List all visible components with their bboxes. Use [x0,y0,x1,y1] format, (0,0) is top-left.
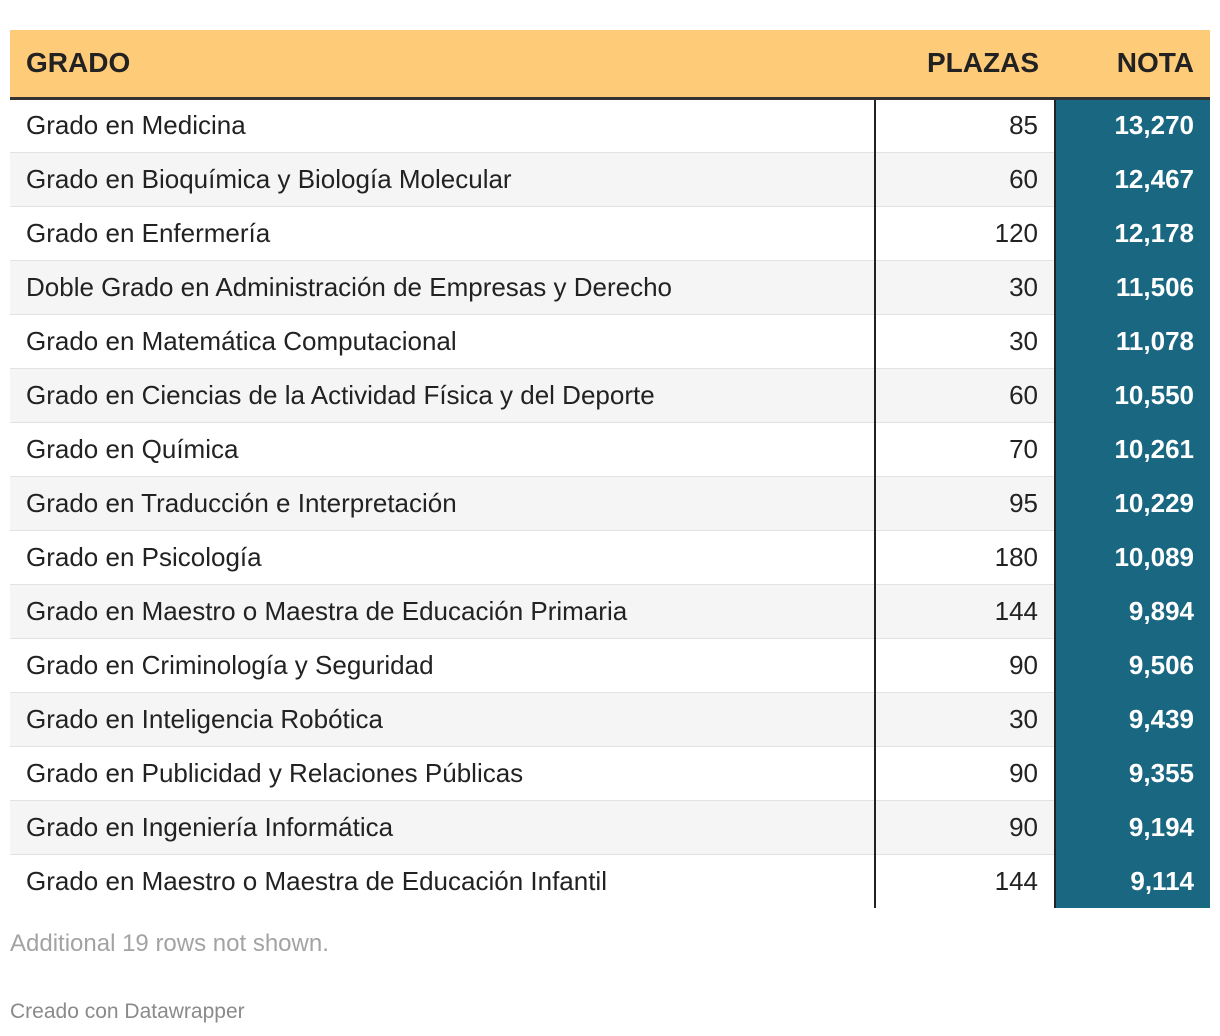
grado-cell: Grado en Ingeniería Informática [10,800,875,854]
plazas-cell: 85 [875,98,1055,152]
grado-cell: Grado en Enfermería [10,206,875,260]
nota-cell: 9,114 [1055,854,1210,908]
grado-cell: Grado en Psicología [10,530,875,584]
plazas-cell: 30 [875,692,1055,746]
grado-cell: Grado en Inteligencia Robótica [10,692,875,746]
plazas-cell: 30 [875,314,1055,368]
plazas-cell: 70 [875,422,1055,476]
table-row [10,98,1210,152]
grado-cell: Doble Grado en Administración de Empresas y Derecho [10,260,875,314]
plazas-cell: 120 [875,206,1055,260]
grado-cell: Grado en Maestro o Maestra de Educación Primaria [10,584,875,638]
grado-cell: Grado en Ciencias de la Actividad Física y del Deporte [10,368,875,422]
grado-cell: Grado en Matemática Computacional [10,314,875,368]
nota-cell: 12,178 [1055,206,1210,260]
plazas-cell: 144 [875,854,1055,908]
nota-cell: 10,261 [1055,422,1210,476]
nota-cell: 12,467 [1055,152,1210,206]
plazas-cell: 95 [875,476,1055,530]
table-row [10,530,1210,584]
table-row [10,854,1210,908]
plazas-cell: 60 [875,152,1055,206]
nota-cell: 10,550 [1055,368,1210,422]
nota-cell: 9,506 [1055,638,1210,692]
data-table [10,30,1210,908]
grado-cell: Grado en Bioquímica y Biología Molecular [10,152,875,206]
plazas-cell: 60 [875,368,1055,422]
table-row [10,476,1210,530]
datawrapper-credit: Creado con Datawrapper [10,1000,245,1023]
table-row [10,206,1210,260]
column-header-nota[interactable]: NOTA [1055,30,1210,98]
table-row [10,368,1210,422]
nota-cell: 13,270 [1055,98,1210,152]
rows-not-shown-note: Additional 19 rows not shown. [10,930,329,957]
plazas-cell: 90 [875,638,1055,692]
column-header-grado[interactable]: GRADO [10,30,875,98]
nota-cell: 10,229 [1055,476,1210,530]
table-row [10,746,1210,800]
table-row [10,692,1210,746]
table-row [10,314,1210,368]
table-row [10,260,1210,314]
grado-cell: Grado en Química [10,422,875,476]
plazas-cell: 90 [875,800,1055,854]
table-header [10,30,1210,98]
table-body [10,98,1210,908]
table-row [10,152,1210,206]
plazas-cell: 90 [875,746,1055,800]
data-table-container [10,30,1210,908]
grado-cell: Grado en Publicidad y Relaciones Públicas [10,746,875,800]
nota-cell: 9,355 [1055,746,1210,800]
plazas-cell: 180 [875,530,1055,584]
header-row [10,30,1210,98]
grado-cell: Grado en Traducción e Interpretación [10,476,875,530]
nota-cell: 9,894 [1055,584,1210,638]
table-row [10,584,1210,638]
plazas-cell: 144 [875,584,1055,638]
nota-cell: 9,194 [1055,800,1210,854]
table-row [10,638,1210,692]
grado-cell: Grado en Medicina [10,98,875,152]
column-header-plazas[interactable]: PLAZAS [875,30,1055,98]
nota-cell: 11,506 [1055,260,1210,314]
grado-cell: Grado en Maestro o Maestra de Educación Infantil [26,865,607,896]
grado-cell: Grado en Criminología y Seguridad [10,638,875,692]
table-row [10,800,1210,854]
nota-cell: 10,089 [1055,530,1210,584]
nota-cell: 11,078 [1055,314,1210,368]
nota-cell: 9,439 [1055,692,1210,746]
plazas-cell: 30 [875,260,1055,314]
table-row [10,422,1210,476]
